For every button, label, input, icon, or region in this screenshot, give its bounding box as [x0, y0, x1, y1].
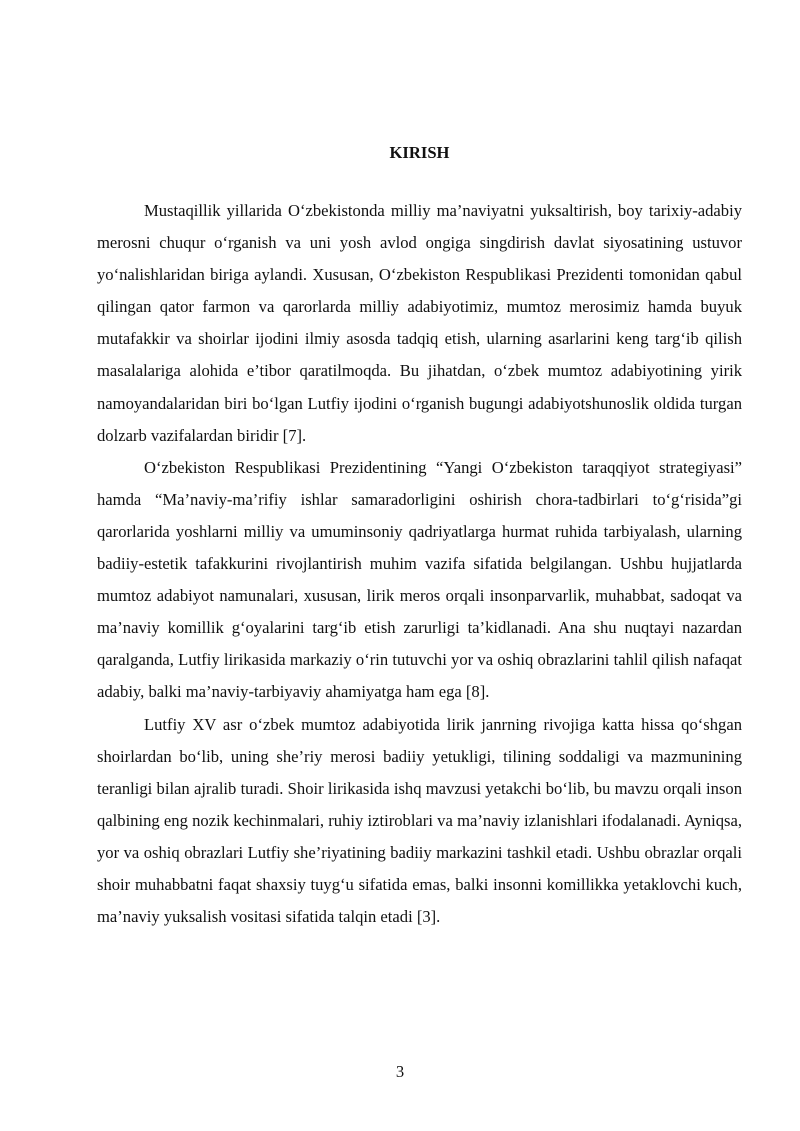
paragraph-3: Lutfiy XV asr o‘zbek mumtoz adabiyotida lirik janrning rivojiga katta hissa qo‘shgan shoirlardan bo‘lib, uning she’riy merosi badiiy yetukligi, tilining soddaligi va mazmunining teranligi bilan ajralib turadi. Shoir lirikasida ishq mavzusi yetakchi bo‘lib, bu mavzu orqali inson qalbining eng nozik kechinmalari, ruhiy iztiroblari va ma’naviy izlanishlari ifodalanadi. Ayniqsa, yor va oshiq obrazlari Lutfiy she’riyatining badiiy markazini tashkil etadi. Ushbu obrazlar orqali shoir muhabbatni faqat shaxsiy tuyg‘u sifatida emas, balki insonni komillikka yetaklovchi kuch, ma’naviy yuksalish vositasi sifatida talqin etadi [3]. — [97, 714, 742, 927]
paragraph-2: O‘zbekiston Respublikasi Prezidentining “Yangi O‘zbekiston taraqqiyot strategiyasi” hamda “Ma’naviy-ma’rifiy ishlar samaradorligini oshirish chora-tadbirlari to‘g‘risida”gi qarorlarida yoshlarni milliy va umuminsoniy qadriyatlarga hurmat ruhida tarbiyalash, ularning badiiy-estetik tafakkurini rivojlantirish muhim vazifa sifatida belgilangan. Ushbu hujjatlarda mumtoz adabiyot namunalari, xususan, lirik meros orqali insonparvarlik, muhabbat, sadoqat va ma’naviy komillik g‘oyalarini targ‘ib etish zarurligi ta’kidlanadi. Ana shu nuqtayi nazardan qaralganda, Lutfiy lirikasida markaziy o‘rin tutuvchi yor va oshiq obrazlarini tahlil qilish nafaqat adabiy, balki ma’naviy-tarbiyaviy ahamiyatga ham ega [8]. — [97, 457, 742, 702]
page-body — [97, 135, 742, 933]
page-title: KIRISH — [389, 143, 450, 162]
page-number: 3 — [395, 1062, 405, 1081]
paragraph-1: Mustaqillik yillarida O‘zbekistonda milliy ma’naviyatni yuksaltirish, boy tarixiy-adabiy merosni chuqur o‘rganish va uni yosh avlod ongiga singdirish davlat siyosatining ustuvor yo‘nalishlaridan biriga aylandi. Xususan, O‘zbekiston Respublikasi Prezidenti tomonidan qabul qilingan qator farmon va qarorlarda milliy adabiyotimiz, mumtoz merosimiz hamda buyuk mutafakkir va shoirlar ijodini ilmiy asosda tadqiq etish, ularning asarlarini keng targ‘ib qilish masalalariga alohida e’tibor qaratilmoqda. Bu jihatdan, o‘zbek mumtoz adabiyotining yirik namoyandalaridan biri bo‘lgan Lutfiy ijodini o‘rganish bugungi adabiyotshunoslik oldida turgan dolzarb vazifalardan biridir [7]. — [97, 201, 742, 445]
